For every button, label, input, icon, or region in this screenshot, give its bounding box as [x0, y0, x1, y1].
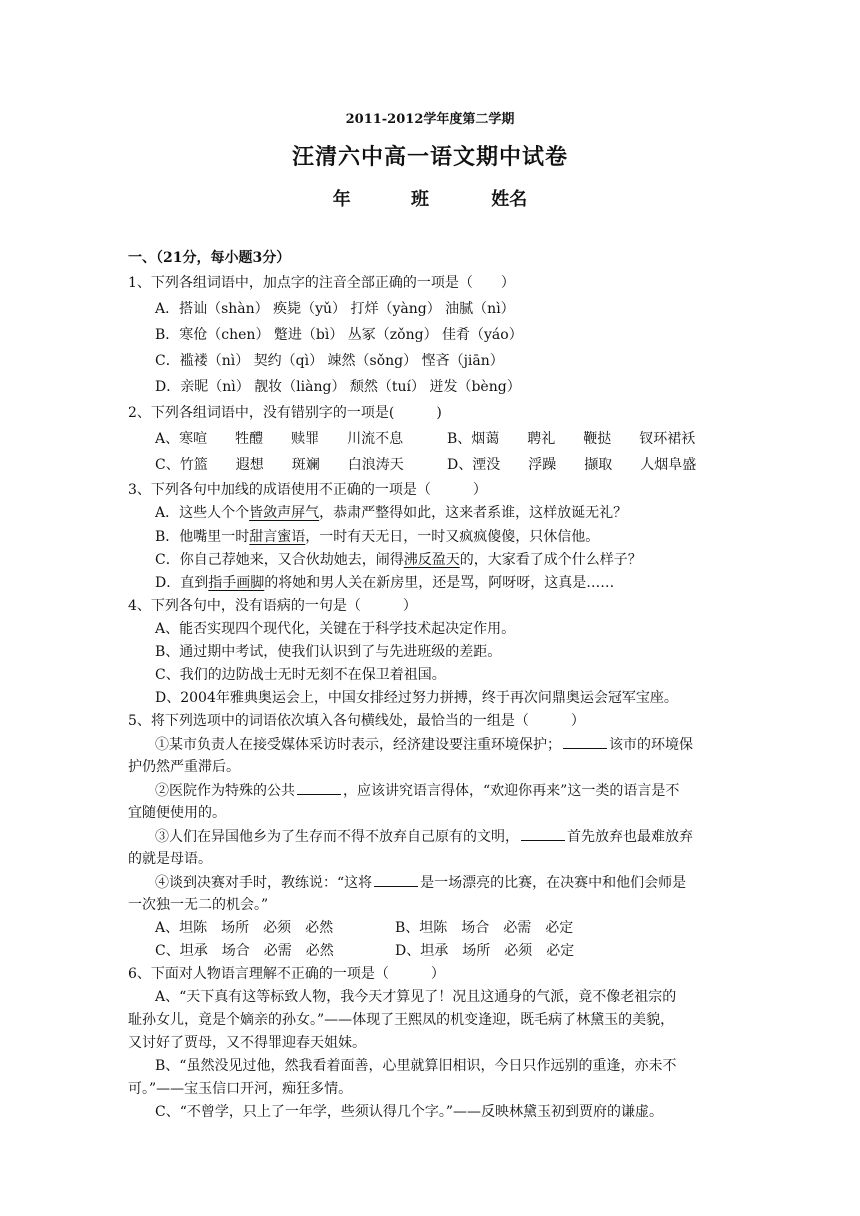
q6-option-b-line-1: B、“虽然没见过他，然我看着面善，心里就算旧相识，今日只作远别的重逢，亦未不	[155, 1058, 677, 1074]
q4-option-a: A、能否实现四个现代化，关键在于科学技术起决定作用。	[155, 621, 516, 637]
q5-s3-c: 的就是母语。	[128, 851, 212, 867]
class-label: 班	[411, 189, 429, 210]
q6-option-c-line-1: C、“不曾学，只上了一年学，些须认得几个字。”——反映林黛玉初到贾府的谦虚。	[155, 1104, 664, 1120]
q5-s2-b: ，应该讲究语言得体，“欢迎你再来”这一类的语言是不	[343, 783, 680, 799]
q1-option-d: D．亲昵（nì） 靓妆（liàng） 颓然（tuí） 迸发（bèng）	[155, 379, 521, 395]
q5-s4-a: ④谈到决赛对手时，教练说：“这将	[155, 875, 373, 891]
q3-b-post: ，一时有天无日，一时又疯疯傻傻，只休信他。	[305, 529, 600, 545]
q5-sentence-2	[155, 780, 679, 801]
student-info	[0, 185, 860, 211]
q5-blank-1	[563, 734, 607, 749]
q1-option-c: C．褴褛（nì） 契约（qì） 竦然（sǒng） 悭吝（jiān）	[155, 353, 504, 369]
q5-sentence-4	[155, 872, 686, 893]
q5-blank-3	[521, 826, 565, 841]
q3-c-post: 的，大家看了成个什么样子？	[459, 552, 642, 568]
q3-c-idiom: 沸反盈天	[403, 552, 460, 568]
q5-option-b: B、坦陈 场合 必需 必定	[395, 920, 574, 936]
q6-option-b-line-2: 可。”——宝玉信口开河，痴狂多情。	[128, 1081, 353, 1097]
q3-option-a	[155, 503, 627, 523]
grade-label: 年	[332, 189, 351, 210]
q5-blank-2	[297, 780, 341, 795]
q1-option-a: A．搭讪（shàn） 痪毙（yǔ） 打烊（yàng） 油腻（nì）	[155, 301, 515, 317]
q4-option-d: D、2004年雅典奥运会上，中国女排经过努力拼搏，终于再次问鼎奥运会冠军宝座。	[155, 690, 678, 706]
q6-option-a-line-3: 又讨好了贾母，又不得罪迎春天姐妹。	[128, 1035, 366, 1051]
q3-d-pre: D．直到	[155, 575, 209, 591]
q3-stem: 3、下列各句中加线的成语使用不正确的一项是（ ）	[128, 482, 487, 498]
q5-s3-a: ③人们在异国他乡为了生存而不得不放弃自己原有的文明，	[155, 829, 519, 845]
q3-a-idiom: 皆敛声屏气	[249, 505, 320, 521]
q6-stem: 6、下面对人物语言理解不正确的一项是（ ）	[128, 966, 445, 982]
q5-s2-c: 宜随便使用的。	[128, 805, 226, 821]
q5-s1-b: 该市的环境保	[609, 737, 693, 753]
q3-a-pre: A．这些人个个	[155, 505, 250, 521]
name-label: 姓名	[491, 189, 528, 210]
q6-option-a-line-2: 耻孙女儿，竟是个嫡亲的孙女。”——体现了王熙凤的机变逢迎，既毛病了林黛玉的美貌，	[128, 1012, 675, 1028]
q5-sentence-1	[155, 734, 693, 755]
q3-option-c	[155, 550, 642, 570]
q4-stem: 4、下列各句中，没有语病的一句是（ ）	[128, 598, 417, 614]
q3-option-d	[155, 573, 614, 593]
q5-sentence-3	[155, 826, 693, 847]
q5-stem: 5、将下列选项中的词语依次填入各句横线处，最恰当的一组是（ ）	[128, 713, 585, 729]
q5-s1-a: ①某市负责人在接受媒体采访时表示，经济建设要注重环境保护；	[155, 737, 561, 753]
q5-s4-b: 是一场漂亮的比赛，在决赛中和他们会师是	[420, 875, 687, 891]
q5-option-d: D、坦承 场所 必须 必定	[395, 943, 575, 959]
q2-option-d: D、湮没 浮躁 撷取 人烟阜盛	[447, 457, 697, 473]
q5-s2-a: ②医院作为特殊的公共	[155, 783, 295, 799]
q5-blank-4	[374, 872, 418, 887]
q3-b-idiom: 甜言蜜语	[249, 529, 306, 545]
q3-c-pre: C．你自己荐她来，又合伙劫她去，闹得	[155, 552, 404, 568]
q2-stem: 2、下列各组词语中，没有错别字的一项是( )	[128, 405, 442, 421]
q2-option-c: C、竹篮 遐想 斑斓 白浪涛天	[155, 457, 404, 473]
section-title: 一、（21分，每小题3分）	[128, 250, 291, 266]
q3-b-pre: B．他嘴里一时	[155, 529, 250, 545]
exam-title: 汪清六中高一语文期中试卷	[291, 144, 568, 170]
q3-option-b	[155, 527, 599, 547]
q5-option-a: A、坦陈 场所 必须 必然	[155, 920, 334, 936]
term-label: 2011-2012学年度第二学期	[345, 112, 515, 127]
q1-stem: 1、下列各组词语中，加点字的注音全部正确的一项是（ ）	[128, 275, 515, 291]
q3-a-post: ，恭肃严整得如此，这来者系谁，这样放诞无礼？	[319, 505, 628, 521]
q4-option-c: C、我们的边防战士无时无刻不在保卫着祖国。	[155, 667, 446, 683]
q2-option-b: B、烟蔼 聘礼 鞭挞 钗环裙袄	[447, 431, 696, 447]
q5-s3-b: 首先放弃也最难放弃	[567, 829, 693, 845]
q5-s4-c: 一次独一无二的机会。”	[128, 897, 269, 913]
q5-option-c: C、坦承 场合 必需 必然	[155, 943, 334, 959]
q1-option-b: B．寒伧（chen） 蹩进（bì） 丛冢（zǒng） 佳肴（yáo）	[155, 327, 523, 343]
q5-s1-c: 护仍然严重滞后。	[128, 759, 240, 775]
q6-option-a-line-1: A、“天下真有这等标致人物，我今天才算见了！况且这通身的气派，竟不像老祖宗的	[155, 989, 677, 1005]
q4-option-b: B、通过期中考试，使我们认识到了与先进班级的差距。	[155, 644, 502, 660]
q3-d-post: 的将她和男人关在新房里，还是骂，阿呀呀，这真是……	[264, 575, 615, 591]
q2-option-a: A、寒喧 牲醴 赎罪 川流不息	[155, 431, 404, 447]
q3-d-idiom: 指手画脚	[208, 575, 265, 591]
